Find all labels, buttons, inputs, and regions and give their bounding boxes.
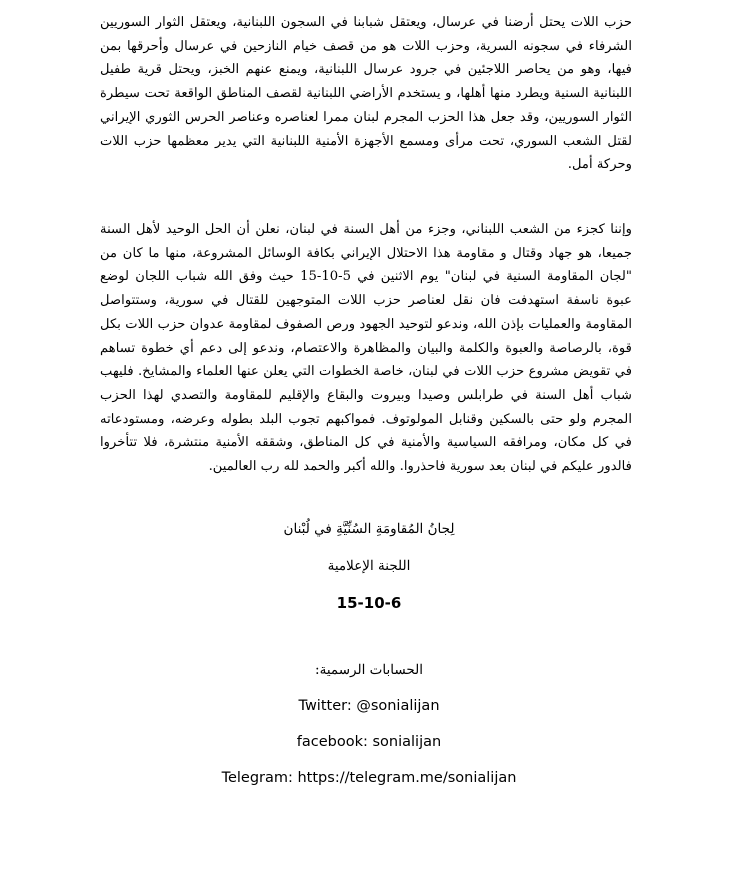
signature-date: 15-10-6 — [336, 594, 402, 612]
telegram-account: Telegram: https://telegram.me/sonialijan — [221, 770, 517, 786]
accounts-heading: الحسابات الرسمية: — [315, 662, 423, 678]
facebook-account: facebook: sonialijan — [296, 734, 442, 750]
signature-committee: اللجنة الإعلامية — [327, 558, 411, 574]
signature-organization: لِجانُ المُقاومَةِ السُنِّيَّةِ في لُبْنان — [283, 521, 455, 537]
paragraph-2: وإننا كجزء من الشعب اللبناني، وجزء من أهل السنة في لبنان، نعلن أن الحل الوحيد لأهل السنة جميعا، هو جهاد وقتال و مقاومة هذا الاحتلال الإيراني بكافة الوسائل المشروعة، منها ما كان من "لجان المقاومة السنية في لبنان" يوم الاثنين في 5-10-15 حيث وفق الله شباب اللجان لوضع عبوة ناسفة استهدفت فان نقل لعناصر حزب اللات المتوجهين للقتال في سورية، وستتواصل المقاومة والعمليات بإذن الله، وندعو لتوحيد الجهود ورص الصفوف لمقاومة عدوان حزب اللات بكل قوة، بالرصاصة والعبوة والكلمة والبيان والمظاهرة والاعتصام، وندعو إلى دعم أي خطوة تساهم في تقويض مشروع حزب اللات في لبنان، خاصة الخطوات التي يعلن عنها العلماء والمشايخ. فليهب شباب أهل السنة في طرابلس وصيدا وبيروت والبقاع والإقليم للمقاومة والتصدي لهذا الحزب المجرم ولو حتى بالسكين وقنابل المولوتوف. فمواكبهم تجوب البلد بطوله وعرضه، ومستودعاته في كل مكان، ومرافقه السياسية والأمنية في كل المناطق، وشققه الأمنية منتشرة، فلا تتأخروا فالدور عليكم في لبنان بعد سورية فاحذروا. والله أكبر والحمد لله رب العالمين. — [100, 222, 632, 475]
paragraph-1: حزب اللات يحتل أرضنا في عرسال، ويعتقل شبابنا في السجون اللبنانية، ويعتقل الثوار السوريين الشرفاء في سجونه السرية، وحزب اللات هو من قصف خيام النازحين في عرسال وأحرقها بمن فيها، وهو من يحاصر اللاجئين في جرود عرسال اللبنانية، ويمنع عنهم الخبز، ويحتل قرية طفيل اللبنانية السنية ويطرد منها أهلها، و يستخدم الأراضي اللبنانية لقصف المناطق الواقعة تحت سيطرة الثوار السوريين، وقد جعل هذا الحزب المجرم لبنان ممرا لعناصره وعناصر الحرس الثوري الإيراني لقتل الشعب السوري، تحت مرأى ومسمع الأجهزة الأمنية اللبنانية التي يدير معظمها حزب اللات وحركة أمل. — [100, 15, 632, 173]
twitter-account: Twitter: @sonialijan — [298, 698, 440, 714]
